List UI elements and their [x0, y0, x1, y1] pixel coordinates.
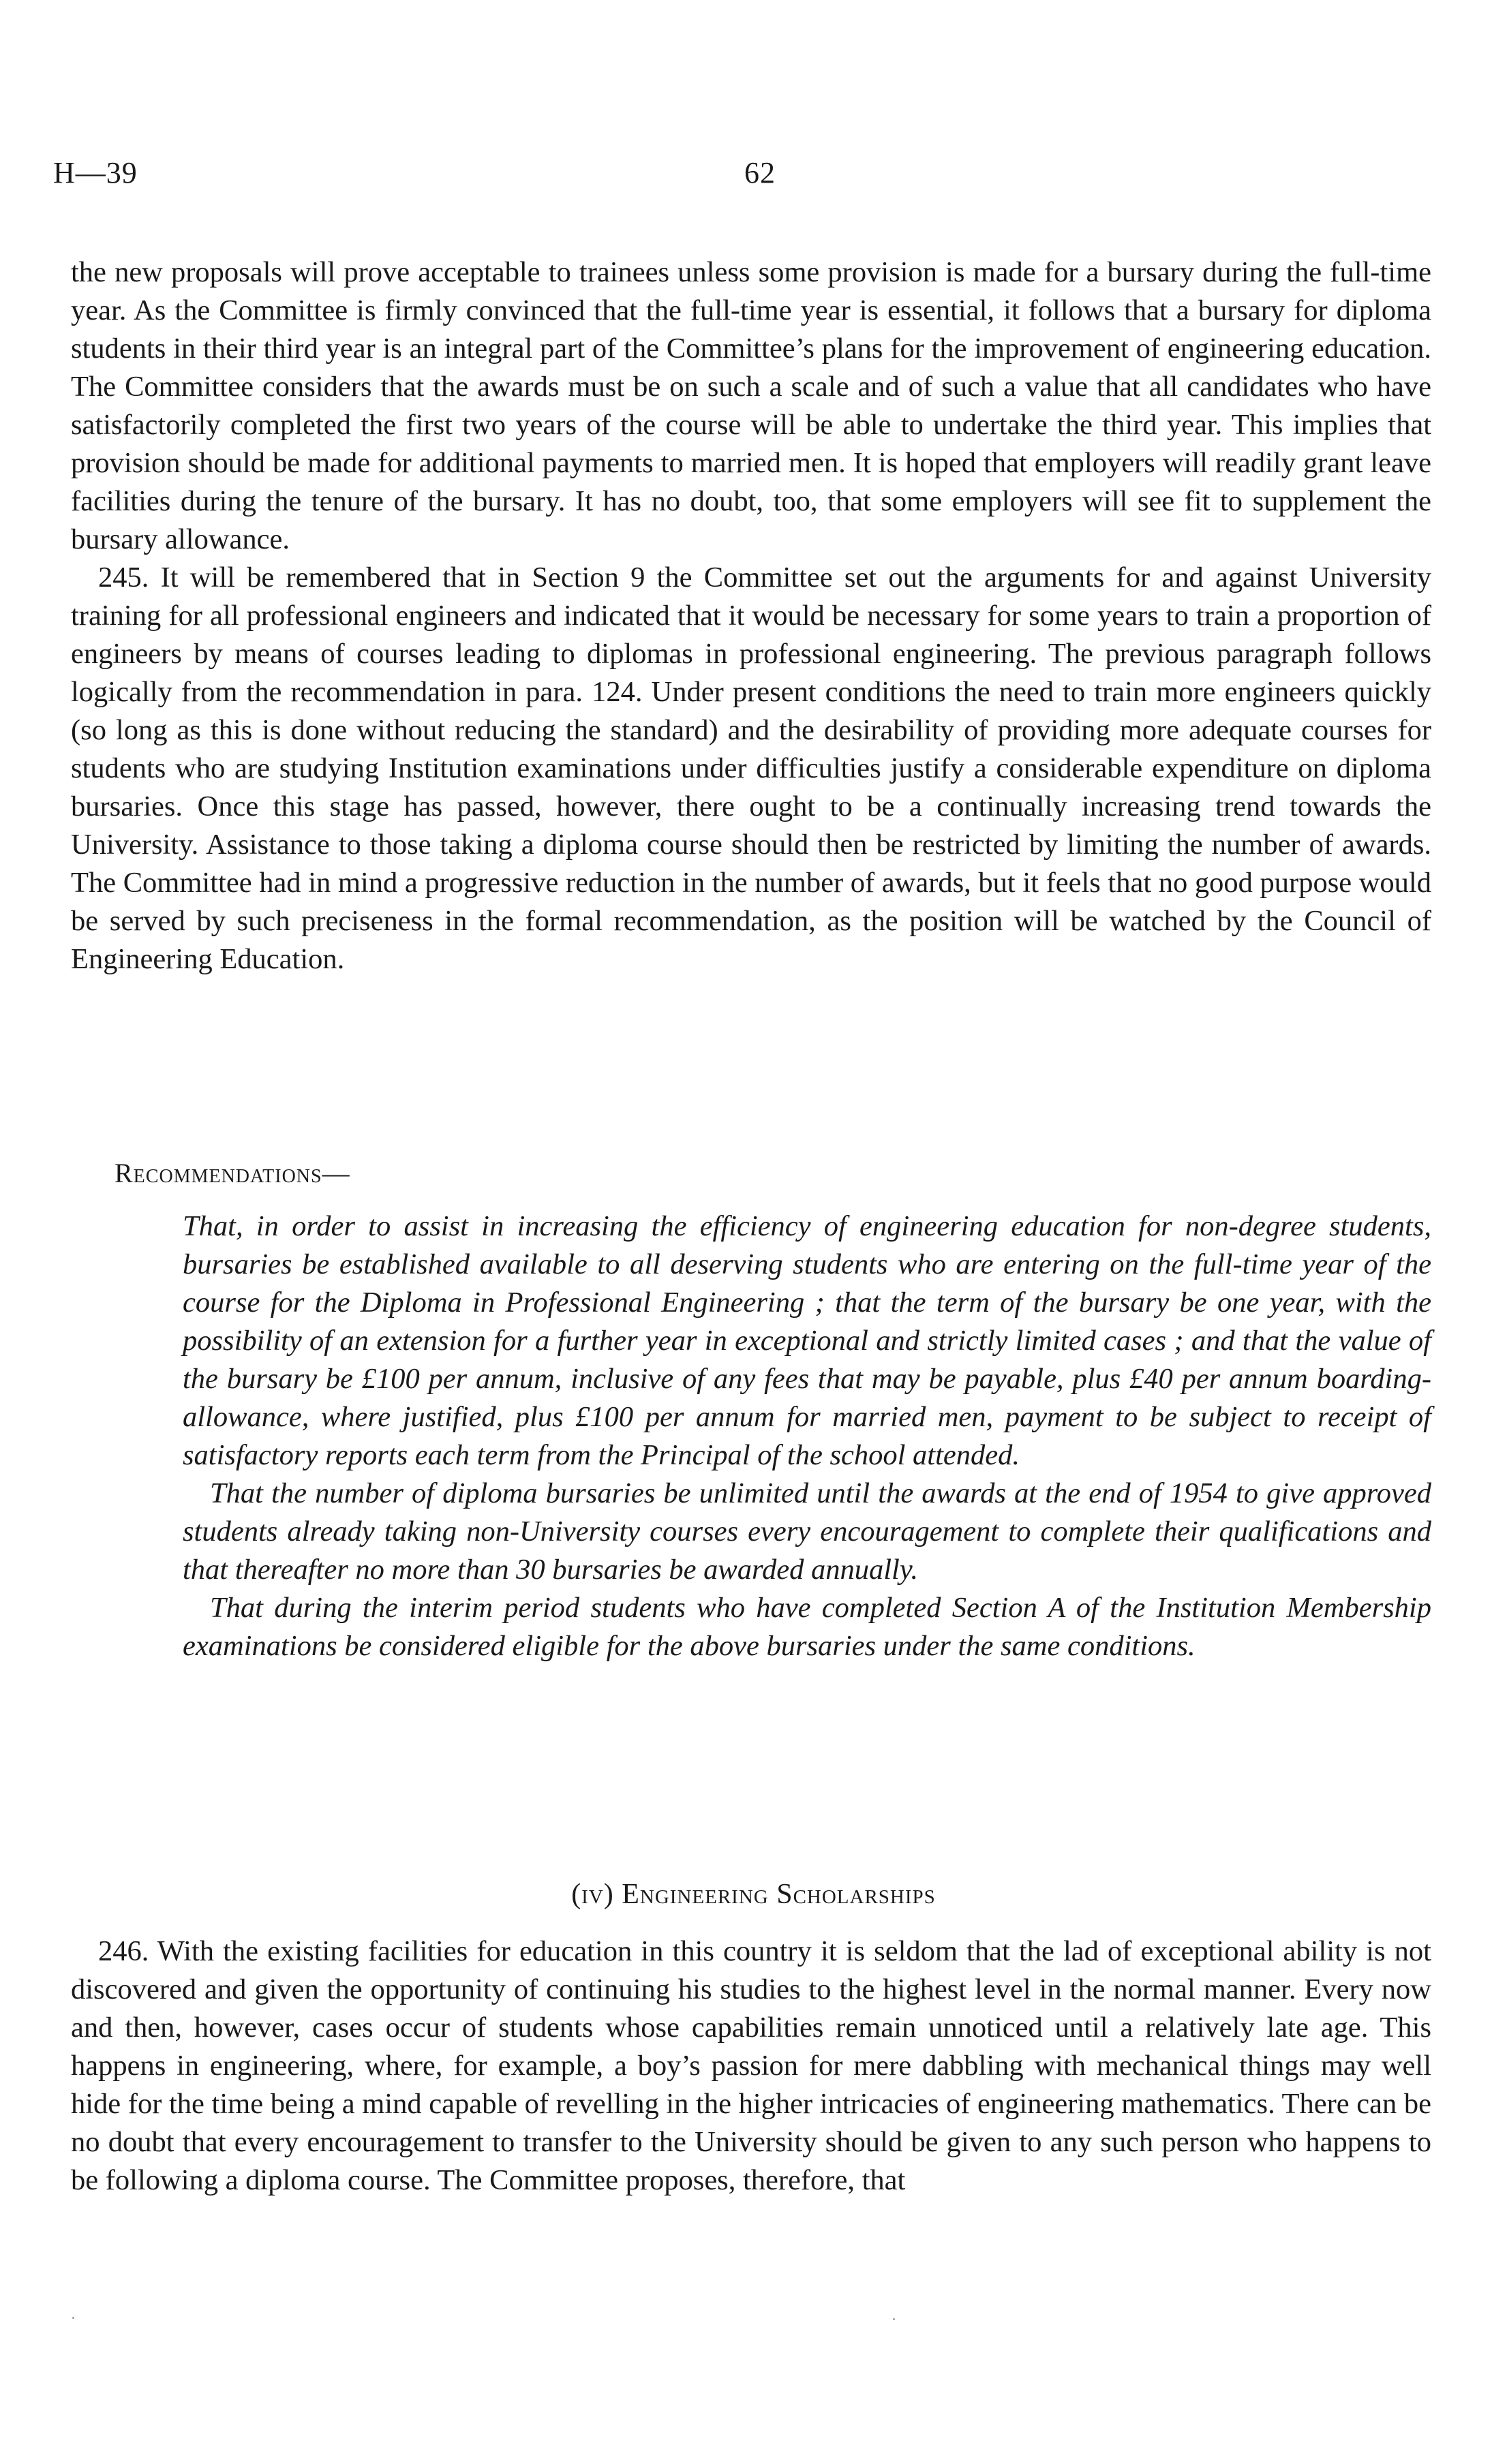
recommendations-heading: Recommendations— — [115, 1158, 350, 1188]
paragraph-245: 245. It will be remembered that in Section 9 the Committee set out the arguments for and against University training for all professional engineers and indicated that it would be necessary for some years to train a proportion of engineers by means of courses leading to diplomas in professional engineering. The previous paragraph follows logically from the recommendation in para. 124. Under present conditions the need to train more engineers quickly (so long as this is done without reducing the standard) and the desirability of providing more adequate courses for students who are studying Institution examinations under difficulties justify a considerable expenditure on diploma bursaries. Once this stage has passed, however, there ought to be a continually increasing trend towards the University. Assistance to those taking a diploma course should then be restricted by limiting the number of awards. The Committee had in mind a progressive reduction in the number of awards, but it feels that no good purpose would be served by such preciseness in the formal recommendation, as the position will be watched by the Council of Engineering Education. — [71, 561, 1431, 975]
recommendation-item: That the number of diploma bursaries be unlimited until the awards at the end of 1954 to give approved students already taking non-University courses every encouragement to complete their qualifications and that thereafter no more than 30 bursaries be awarded annually. — [183, 1477, 1431, 1586]
recommendation-item: That, in order to assist in increasing the efficiency of engineering education for non-degree students, bursaries be established available to all deserving students who are entering on the full-time year of the course for the Diploma in Professional Engineering ; that the term of the bursary be one year, with the possibility of an extension for a further year in exceptional and strictly limited cases ; and that the value of the bursary be £100 per annum, inclusive of any fees that may be payable, plus £40 per annum boarding-allowance, where justified, plus £100 per annum for married men, payment to be subject to receipt of satisfactory reports each term from the Principal of the school attended. — [183, 1210, 1431, 1471]
body-text — [71, 253, 1431, 979]
scan-speck — [893, 2318, 895, 2320]
paragraph-246: 246. With the existing facilities for education in this country it is seldom that the lad of exceptional ability is not discovered and given the opportunity of continuing his studies to the highest level in the normal manner. Every now and then, however, cases occur of students whose capabilities remain unnoticed until a relatively late age. This happens in engineering, where, for example, a boy’s passion for mere dabbling with mechanical things may well hide for the time being a mind capable of revelling in the higher intricacies of engineering mathematics. There can be no doubt that every encouragement to transfer to the University should be given to any such person who happens to be following a diploma course. The Committee proposes, therefore, that — [71, 1935, 1431, 2196]
section-body — [71, 1932, 1431, 2200]
page-number: 62 — [744, 156, 776, 189]
recommendation-item: That during the interim period students who have completed Section A of the Institution Membership examinations be considered eligible for the above bursaries under the same conditions. — [183, 1592, 1431, 1662]
paragraph-continued: the new proposals will prove acceptable to trainees unless some provision is made for a bursary during the full-time year. As the Committee is firmly convinced that the full-time year is essential, it follows that a bursary for diploma students in their third year is an integral part of the Committee’s plans for the improvement of engineering education. The Committee considers that the awards must be on such a scale and of such a value that all candidates who have satisfactorily completed the first two years of the course will be able to undertake the third year. This implies that provision should be made for additional payments to married men. It is hoped that employers will readily grant leave facilities during the tenure of the bursary. It has no doubt, too, that some employers will see fit to supplement the bursary allowance. — [71, 256, 1431, 555]
recommendations-list — [183, 1207, 1431, 1665]
section-heading: (iv) Engineering Scholarships — [571, 1879, 936, 1910]
scan-speck — [72, 2317, 74, 2319]
document-reference: H—39 — [53, 156, 138, 189]
